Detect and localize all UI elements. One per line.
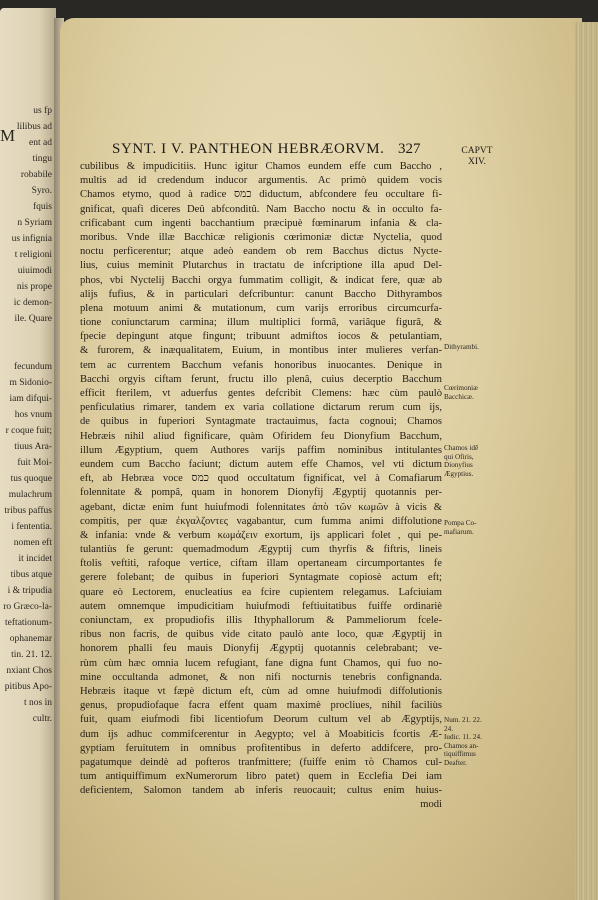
left-page-line: nxiant Chos [6,666,52,676]
margin-note-line: Num. 21. 22. [444,716,482,724]
body-line: honorem phalli feu mauis Dionyfij Ægyptij quotannis celebrabant; ve- [80,643,442,655]
left-page-initial: M [0,126,16,145]
left-page-line: i & tripudia [7,586,52,596]
margin-note-line: Chamos an- [444,741,479,750]
body-line: mine occultanda admonet, & non nifi nocturnis tenebris confignanda. [80,671,442,683]
body-line: gnificat, quafi diceres Deû abfconditû. Nam Baccho noctu & in occulto fa- [80,203,442,215]
body-text [80,160,442,813]
left-page-line: tribus paffus [4,506,52,516]
margin-note-pompa [444,519,504,536]
left-page-line: ophanemar [9,634,52,644]
left-page-line: lilibus ad [16,122,52,132]
page-number: 327 [398,141,421,157]
left-page-line: teftationum- [5,618,52,628]
left-page-line: ro Græco-la- [3,602,52,612]
body-line: & furorem, & inæqualitatem, Euium, in montibus inter mulieres verfan- [80,345,442,357]
body-line: de quibus in fuperiori Syntagmate tractauimus, facta cognoui; Chamos [80,416,442,428]
left-page-line: us infignia [11,234,52,244]
body-line: cubilibus & impudicitiis. Hunc igitur Chamos eundem effe cum Baccho , [80,161,442,172]
margin-note-caerimoniae [444,384,504,401]
left-page-line: ent ad [29,138,52,148]
body-line: quare eò Lectorem, enucleatius ea fcire cupientem relegamus. Lafciuiam [80,586,442,598]
body-line: Chamos etymo, quod à radice כמס diductum, abfcondere feu occultare fi- [80,189,442,201]
body-line: tione coniunctarum carmina; illum multiplici formâ, variâque figurâ, & [80,317,442,329]
margin-note-chamos-osiris [444,444,504,478]
left-page-line: fquis [33,202,52,212]
left-page-line: nis prope [16,282,52,292]
left-page-line: nomen eft [13,538,52,548]
left-page-line: Syro. [31,186,52,196]
chapter-label [452,146,502,168]
left-page-line: fecundum [14,362,52,372]
margin-note-line: Dionyfius [444,461,473,470]
body-line: ftolis veftiti, rafoque vertice, ciftam illam opertaneam circumportantes fe [80,558,442,570]
left-page-line: ic demon- [13,298,52,308]
body-line: phos, vbi Nyctelij Bacchi orgya fummatim colligit, & indicat fere, quæ ab [80,274,442,286]
left-page-line: cultr. [32,714,52,724]
margin-note-numeri [444,716,504,768]
body-line: genus, propudiofaque facra effent quam maximè procliues, nihil faciliùs [80,700,442,712]
body-line: tem ac currentem Bacchum vefanis honoribus inuocantes. Denique in [80,359,442,371]
margin-note-line: Chamos idē [444,444,479,452]
body-line: illum Ægyptium, quem Authores varijs paffim nominibus intitulantes [80,444,442,456]
body-line: & infania: vnde & verbum κωμάζειν exortum, ijs applicari folet , qui pe- [80,529,442,541]
margin-note-line: 24. [444,724,453,733]
body-line: compitis, per quæ ἐκγαλζοντες vagabantur, cum fumma animi diffolutione [80,515,442,527]
left-page-line: tingu [32,154,52,164]
left-page-line: t nos in [24,698,52,708]
margin-note-line: Iudic. 11. 24. [444,733,482,742]
chapter-label-number: XIV. [467,157,487,167]
body-line: ribus non facris, de quibus vide citato paulò ante loco, quæ Ægyptij in [80,629,442,641]
left-page-line: mulachrum [8,490,52,500]
page-edges [575,22,598,900]
left-page-line: iam difqui- [9,394,52,404]
chapter-label-word: CAPVT [461,146,493,156]
margin-note-line: Ægyptius. [444,469,474,478]
left-page-line: tiuus Ara- [14,442,52,452]
body-line: dum ijs adhuc commifcerentur in Aegypto; vel à Moabiticis fcortis Æ- [80,728,442,740]
margin-note-line: Bacchicæ. [444,392,474,401]
margin-note-line: Cœrimoniæ [444,384,478,392]
body-line: lius, cuius meminit Plutarchus in tractatu de infcriptione illa apud Del- [80,260,442,272]
left-page-line: t religioni [14,250,52,260]
body-line: fpecie depingunt atque fingunt; tribuunt admiftos iocos & petulantiam, [80,331,442,343]
body-line: penficulatius rimarer, tandem ex varia collatione dictarum rerum cum ijs, [80,402,442,414]
left-page-line: ile. Quare [14,314,52,324]
margin-note-line: Deafter. [444,758,467,767]
body-line: efficit fterilem, vt aduerfus gentes defcribit Clemens: hæc cùm paulò [80,388,442,399]
left-page-line: pitibus Apo- [4,682,52,692]
body-line: plena motuum animi & mutationum, cum varijs erroribus circumcurfa- [80,302,442,314]
body-line: moribus. Vnde illæ Bacchicæ religionis cœrimoniæ dictæ Nyctelia, quod [80,231,442,243]
left-page-line: hos vnum [14,410,52,420]
left-page-line: us fp [33,106,52,116]
body-line: folennitate & pompâ, quam in honorem Dionyfij Ægyptij quotannis per- [80,487,442,499]
margin-note-line: qui Ofiris, [444,452,474,461]
left-page-line: m Sidonio- [9,378,52,388]
body-line: tulantiùs fe gerunt: quemadmodum Ægyptij cum thyrfis & fiftris, lineis [80,544,442,556]
left-page-line: i fententia. [11,522,52,532]
margin-note-line: Pompa Co- [444,519,477,527]
body-line: pagatumque deindè ad pofteros tranfmittere; (fuiffe enim τὸ Chamos cul- [80,756,442,768]
left-page-line: tus quoque [10,474,52,484]
margin-note-line: mafiarum. [444,527,474,536]
body-line: Bacchi orgyis ciftam ferunt, fructu illo plenâ, cuius decerptio Bacchum [80,373,442,385]
body-line: modi [420,799,442,811]
body-line: deficientem, Salomon tandem ab inferis reuocauit; cultus enim huius- [80,785,442,797]
left-page-line: robabile [20,170,52,180]
body-line: fuit, quam eiufmodi fibi licentiofum Deorum cultum vel ab Ægyptijs, [80,714,442,726]
body-line: eundem cum Baccho faciunt; dictum autem effe Chamos, vel vti dictum [80,458,442,470]
left-page-line: fuit Moi- [17,458,52,468]
body-line: agebant, dictæ enim funt huiufmodi folennitates ἀπὸ τῶν κωμῶν à vicis & [80,501,442,513]
left-page-line: tibus atque [10,570,52,580]
left-page-line: uiuimodi [17,266,52,276]
body-line: Hebræis nihil aliud fignificare, quàm Ofiridem feu Dionyfium Bacchum, [80,430,442,442]
body-line: crificabant cum ingenti bacchantium præcipuè fœminarum infania & cla- [80,217,442,229]
body-line: Hebræis itaque vt fæpè dictum eft, cùm ad omne huiufmodi diffolutionis [80,685,442,697]
body-line: gerere folebant; de quibus in fuperiori Syntagmate copiosè actum eft; [80,572,442,584]
running-header: SYNT. I V. PANTHEON HEBRÆORVM. [112,141,385,157]
body-line: alijs fufius, & in particulari defcribuntur: canunt Baccho Dithyrambos [80,288,442,300]
left-page [0,8,56,900]
margin-note-line: tiquiffimus [444,750,476,759]
body-line: autem omnemque impudicitiam huiufmodi feftiuitatibus fuiffe ordinariè [80,600,442,612]
body-line: coniunctam, ex propudiofis illis Ithyphallorum & Pammeliorum fcele- [80,615,442,626]
body-line: gyptiam feruitutem in omnibus profitentibus in deferto addifcere, pro- [80,742,442,754]
left-page-line: r coque fuit; [5,426,52,436]
body-line: multis ad id credendum inducor argumentis. Ac primò quidem vocis [80,175,442,187]
body-line: eft, ab Hebræa voce כמס quod occultatum fignificat, vel à Comafiarum [80,473,442,485]
left-page-line: it incidet [18,554,52,564]
body-line: rùm cùm hæc omnia lucem refugiant, fane digna funt Chamos, qui fuo no- [80,657,442,669]
body-line: tum antiquiffimum exNumerorum libro patet) quem in Ecclefia Dei iam [80,771,442,783]
body-line: noctu perficerentur; atque adeò eandem ob rem Bacchus dictus Nycte- [80,246,442,258]
left-page-line: tin. 21. 12. [11,650,52,660]
left-page-line: n Syriam [17,218,52,228]
margin-note-dithyrambi [444,343,504,352]
margin-note-line: Dithyrambi. [444,343,479,351]
